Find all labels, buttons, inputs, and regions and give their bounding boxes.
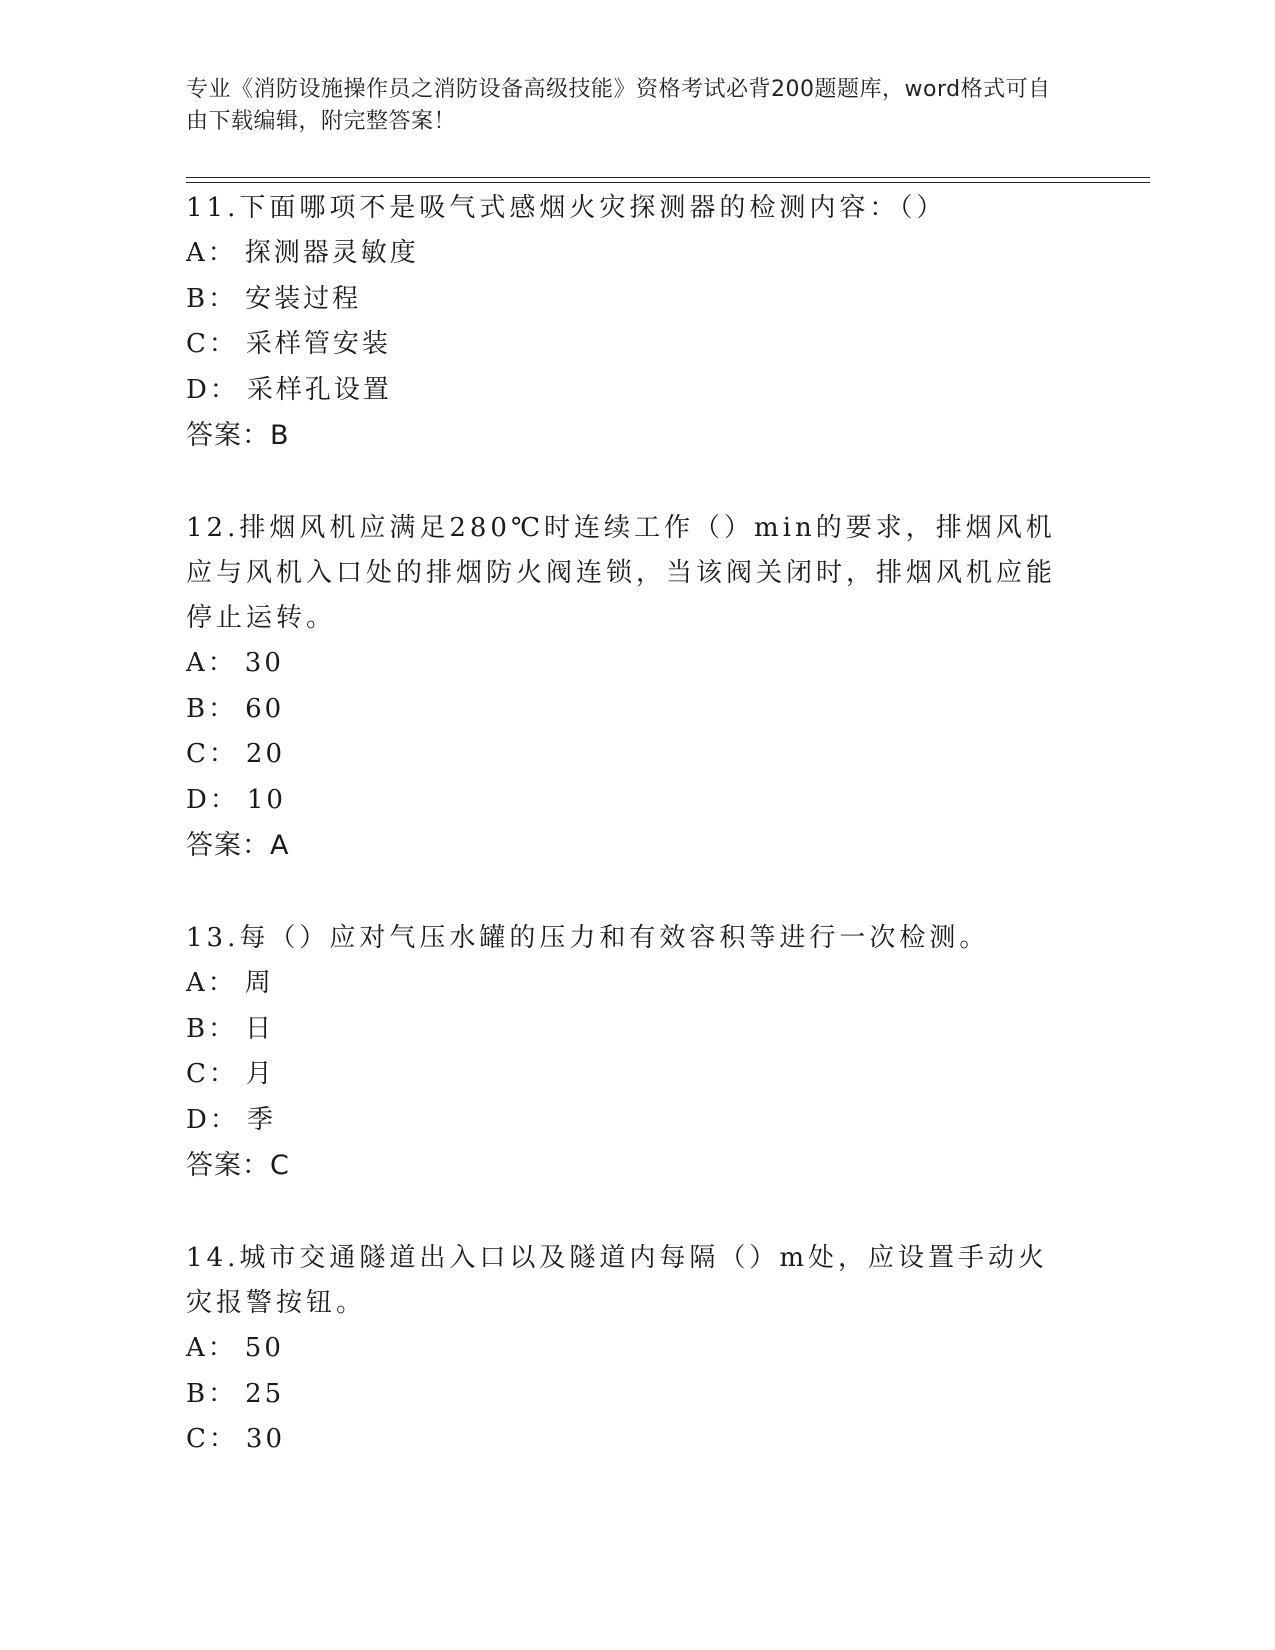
option-key: C： — [186, 1424, 238, 1454]
option-d — [186, 1098, 1066, 1144]
option-text: 日 — [245, 1013, 275, 1044]
option-key: C： — [186, 1059, 238, 1089]
option-a — [186, 641, 1066, 687]
option-text: 10 — [246, 784, 286, 815]
option-key: B： — [186, 693, 238, 724]
option-text: 30 — [244, 648, 284, 678]
option-key: C： — [186, 329, 238, 359]
option-c — [186, 322, 1066, 368]
option-text: 采样孔设置 — [246, 374, 392, 405]
question-13 — [186, 916, 1066, 1189]
document-header: 专业《消防设施操作员之消防设备高级技能》资格考试必背200题题库，word格式可自由下载编辑，附完整答案！ — [186, 77, 1051, 134]
option-text: 50 — [244, 1333, 284, 1363]
option-text: 安装过程 — [245, 283, 362, 314]
option-c — [186, 1052, 1066, 1098]
option-b — [186, 1372, 1066, 1418]
option-c — [186, 732, 1066, 778]
option-b — [186, 687, 1066, 733]
option-d — [186, 368, 1066, 414]
option-text: 采样管安装 — [245, 329, 391, 359]
question-stem: 14.城市交通隧道出入口以及隧道内每隔（）m处，应设置手动火灾报警按钮。 — [186, 1243, 1049, 1318]
option-key: B： — [186, 283, 238, 314]
option-text: 25 — [245, 1378, 285, 1409]
option-text: 月 — [245, 1059, 275, 1089]
answer-line: 答案：A — [186, 830, 290, 861]
option-text: 探测器灵敏度 — [244, 238, 419, 268]
option-b — [186, 277, 1066, 323]
option-d — [186, 778, 1066, 824]
option-key: A： — [186, 968, 237, 998]
question-stem: 13.每（）应对气压水罐的压力和有效容积等进行一次检测。 — [186, 923, 990, 953]
question-11 — [186, 186, 1066, 459]
header-rule-bottom — [186, 182, 1150, 183]
question-14 — [186, 1236, 1066, 1463]
header-rule-top — [186, 177, 1150, 178]
option-text: 季 — [246, 1104, 276, 1135]
question-12 — [186, 506, 1066, 869]
answer-line: 答案：C — [186, 1150, 290, 1181]
option-text: 周 — [244, 968, 274, 998]
option-a — [186, 231, 1066, 277]
option-c — [186, 1417, 1066, 1463]
option-text: 30 — [245, 1424, 285, 1454]
option-key: C： — [186, 739, 238, 769]
option-key: D： — [186, 784, 239, 815]
question-stem: 12.排烟风机应满足280℃时连续工作（）min的要求，排烟风机应与风机入口处的排烟防火阀连锁，当该阀关闭时，排烟风机应能停止运转。 — [186, 513, 1057, 633]
answer-line: 答案：B — [186, 420, 290, 451]
option-text: 20 — [245, 739, 285, 769]
option-text: 60 — [245, 693, 285, 724]
option-a — [186, 961, 1066, 1007]
option-key: B： — [186, 1378, 238, 1409]
option-key: D： — [186, 1104, 239, 1135]
option-key: D： — [186, 374, 239, 405]
option-b — [186, 1007, 1066, 1053]
question-list — [186, 186, 1066, 1510]
option-key: A： — [186, 648, 237, 678]
option-key: A： — [186, 238, 237, 268]
option-key: B： — [186, 1013, 238, 1044]
question-stem: 11.下面哪项不是吸气式感烟火灾探测器的检测内容：（） — [186, 193, 947, 223]
option-a — [186, 1326, 1066, 1372]
option-key: A： — [186, 1333, 237, 1363]
